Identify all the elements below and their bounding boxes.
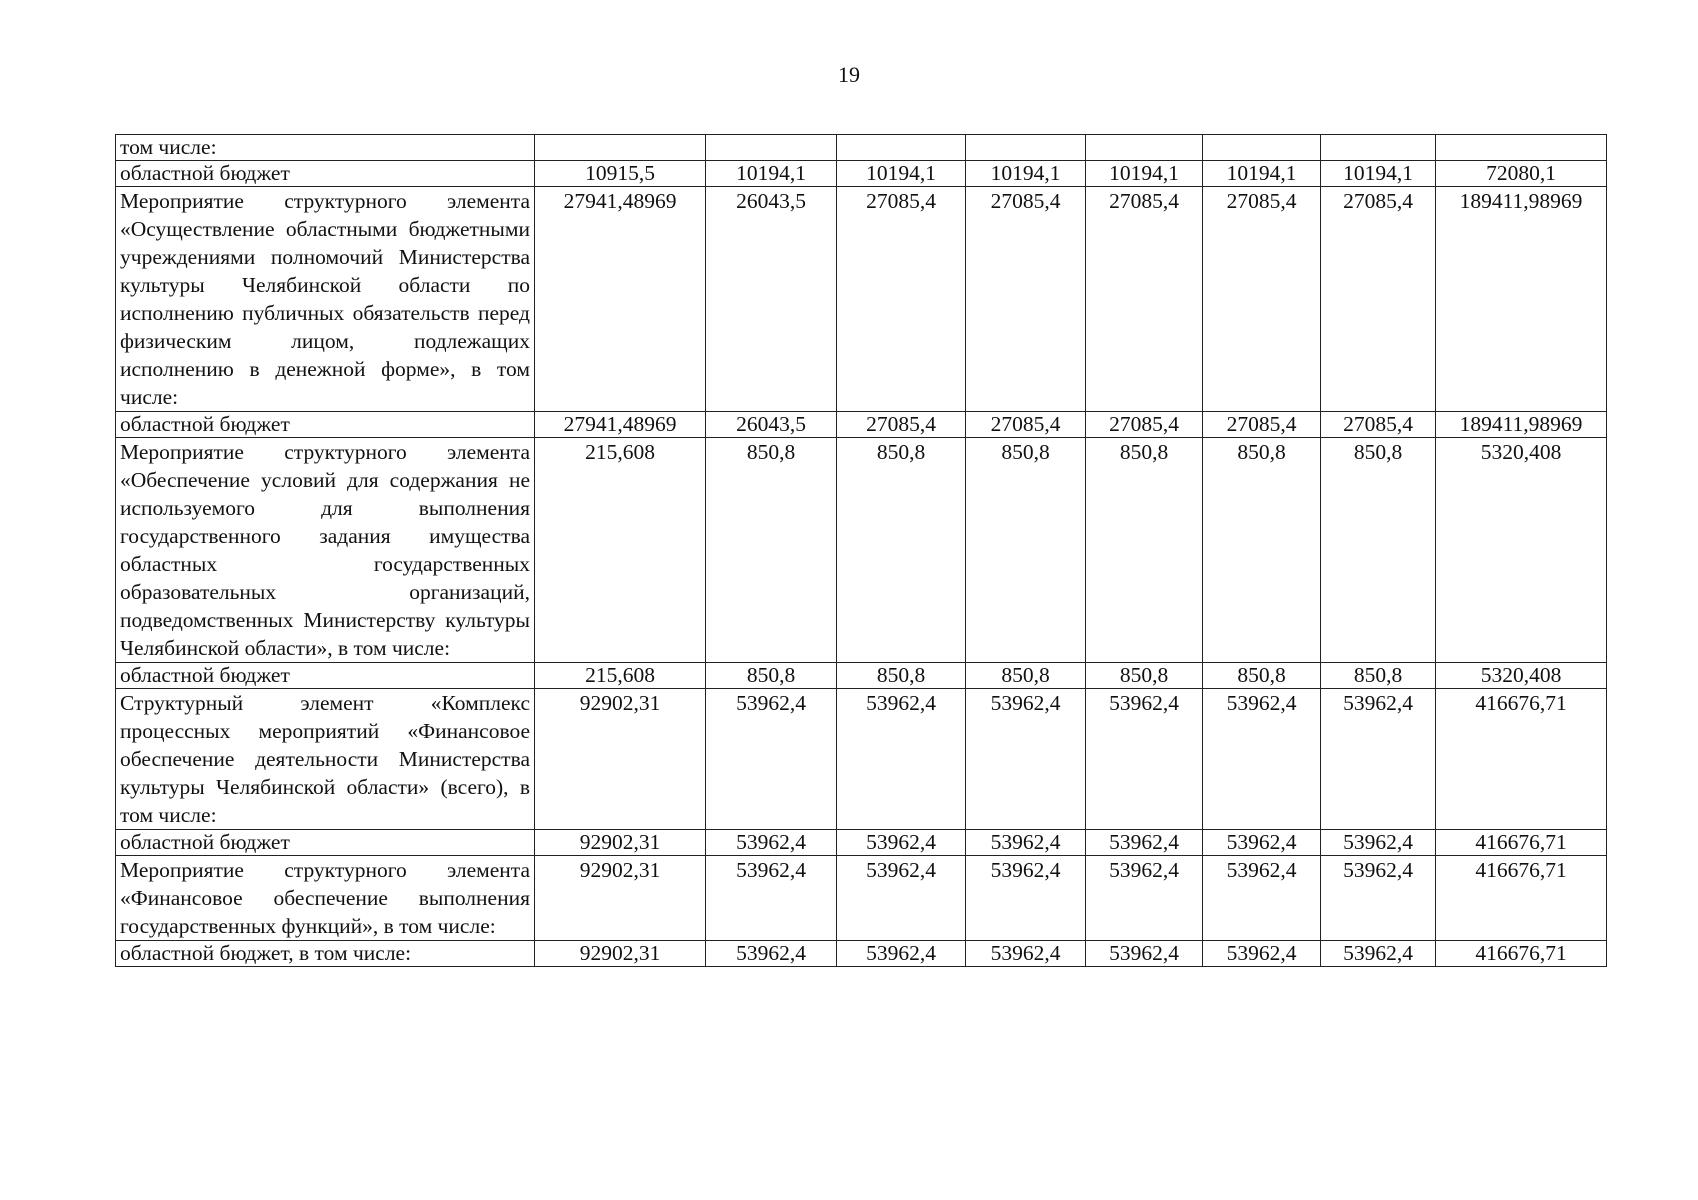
value-cell: 850,8	[966, 663, 1086, 689]
table-row	[116, 941, 1607, 967]
value-cell: 850,8	[837, 438, 966, 663]
value-cell: 53962,4	[1086, 941, 1203, 967]
value-cell: 92902,31	[535, 856, 706, 941]
total-cell: 5320,408	[1436, 663, 1607, 689]
value-cell: 53962,4	[1086, 689, 1203, 830]
table-row	[116, 135, 1607, 161]
table-row	[116, 689, 1607, 830]
table-row	[116, 187, 1607, 412]
total-cell: 189411,98969	[1436, 187, 1607, 412]
value-cell: 10194,1	[966, 161, 1086, 187]
value-cell: 850,8	[1203, 663, 1321, 689]
value-cell: 53962,4	[966, 856, 1086, 941]
value-cell: 27941,48969	[535, 187, 706, 412]
value-cell: 10194,1	[706, 161, 837, 187]
row-label: областной бюджет, в том числе:	[116, 941, 535, 967]
value-cell: 27085,4	[837, 412, 966, 438]
value-cell: 850,8	[1086, 663, 1203, 689]
value-cell: 27085,4	[1203, 187, 1321, 412]
value-cell	[1086, 135, 1203, 161]
value-cell: 27085,4	[1321, 187, 1436, 412]
value-cell: 53962,4	[1321, 856, 1436, 941]
value-cell	[1203, 135, 1321, 161]
total-cell: 5320,408	[1436, 438, 1607, 663]
value-cell	[706, 135, 837, 161]
total-cell: 416676,71	[1436, 689, 1607, 830]
value-cell: 850,8	[1321, 438, 1436, 663]
value-cell: 850,8	[706, 438, 837, 663]
table-row	[116, 412, 1607, 438]
value-cell: 850,8	[1086, 438, 1203, 663]
value-cell: 53962,4	[1203, 689, 1321, 830]
value-cell: 53962,4	[706, 941, 837, 967]
value-cell: 53962,4	[966, 689, 1086, 830]
value-cell: 27085,4	[1086, 412, 1203, 438]
value-cell: 850,8	[966, 438, 1086, 663]
total-cell: 416676,71	[1436, 941, 1607, 967]
value-cell: 27085,4	[1321, 412, 1436, 438]
value-cell: 27941,48969	[535, 412, 706, 438]
value-cell: 53962,4	[706, 689, 837, 830]
value-cell: 53962,4	[837, 830, 966, 856]
value-cell: 10194,1	[1203, 161, 1321, 187]
value-cell: 53962,4	[1203, 941, 1321, 967]
row-label: Структурный элемент «Комплекс процессных мероприятий «Финансовое обеспечение деятельности Министерства культуры Челябинской области» (всего), в том числе:	[116, 689, 535, 830]
value-cell: 26043,5	[706, 187, 837, 412]
value-cell: 53962,4	[1203, 856, 1321, 941]
row-label: Мероприятие структурного элемента «Финансовое обеспечение выполнения государственных функций», в том числе:	[116, 856, 535, 941]
value-cell: 53962,4	[1086, 856, 1203, 941]
row-label: областной бюджет	[116, 663, 535, 689]
value-cell: 53962,4	[1086, 830, 1203, 856]
table-row	[116, 856, 1607, 941]
row-label: областной бюджет	[116, 412, 535, 438]
value-cell: 850,8	[706, 663, 837, 689]
table-row	[116, 161, 1607, 187]
total-cell	[1436, 135, 1607, 161]
value-cell: 92902,31	[535, 830, 706, 856]
value-cell: 27085,4	[1086, 187, 1203, 412]
table-row	[116, 663, 1607, 689]
value-cell: 27085,4	[837, 187, 966, 412]
value-cell: 27085,4	[966, 187, 1086, 412]
total-cell: 72080,1	[1436, 161, 1607, 187]
value-cell: 10194,1	[1086, 161, 1203, 187]
value-cell	[535, 135, 706, 161]
page-number: 19	[838, 62, 860, 87]
value-cell: 53962,4	[1321, 689, 1436, 830]
value-cell: 53962,4	[837, 689, 966, 830]
value-cell: 92902,31	[535, 941, 706, 967]
value-cell	[1321, 135, 1436, 161]
row-label: областной бюджет	[116, 830, 535, 856]
value-cell: 53962,4	[966, 941, 1086, 967]
value-cell: 53962,4	[837, 941, 966, 967]
value-cell: 850,8	[1321, 663, 1436, 689]
value-cell: 215,608	[535, 438, 706, 663]
total-cell: 189411,98969	[1436, 412, 1607, 438]
row-label: Мероприятие структурного элемента «Обеспечение условий для содержания не используемого для выполнения государственного задания имущества областных государственных образовательных организаций, подведомственных Министерству культуры Челябинской области», в том числе:	[116, 438, 535, 663]
value-cell: 850,8	[837, 663, 966, 689]
value-cell: 10194,1	[1321, 161, 1436, 187]
total-cell: 416676,71	[1436, 856, 1607, 941]
value-cell: 53962,4	[966, 830, 1086, 856]
table-row	[116, 438, 1607, 663]
row-label: областной бюджет	[116, 161, 535, 187]
value-cell: 10194,1	[837, 161, 966, 187]
row-label: том числе:	[116, 135, 535, 161]
table-body	[116, 135, 1607, 967]
table-row	[116, 830, 1607, 856]
value-cell	[837, 135, 966, 161]
value-cell	[966, 135, 1086, 161]
value-cell: 53962,4	[1321, 830, 1436, 856]
value-cell: 53962,4	[837, 856, 966, 941]
value-cell: 215,608	[535, 663, 706, 689]
value-cell: 10915,5	[535, 161, 706, 187]
budget-table	[115, 134, 1607, 967]
value-cell: 53962,4	[706, 830, 837, 856]
value-cell: 53962,4	[706, 856, 837, 941]
value-cell: 53962,4	[1321, 941, 1436, 967]
row-label: Мероприятие структурного элемента «Осуществление областными бюджетными учреждениями полномочий Министерства культуры Челябинской области по исполнению публичных обязательств перед физическим лицом, подлежащих исполнению в денежной форме», в том числе:	[116, 187, 535, 412]
value-cell: 850,8	[1203, 438, 1321, 663]
value-cell: 26043,5	[706, 412, 837, 438]
value-cell: 53962,4	[1203, 830, 1321, 856]
value-cell: 92902,31	[535, 689, 706, 830]
value-cell: 27085,4	[1203, 412, 1321, 438]
total-cell: 416676,71	[1436, 830, 1607, 856]
value-cell: 27085,4	[966, 412, 1086, 438]
